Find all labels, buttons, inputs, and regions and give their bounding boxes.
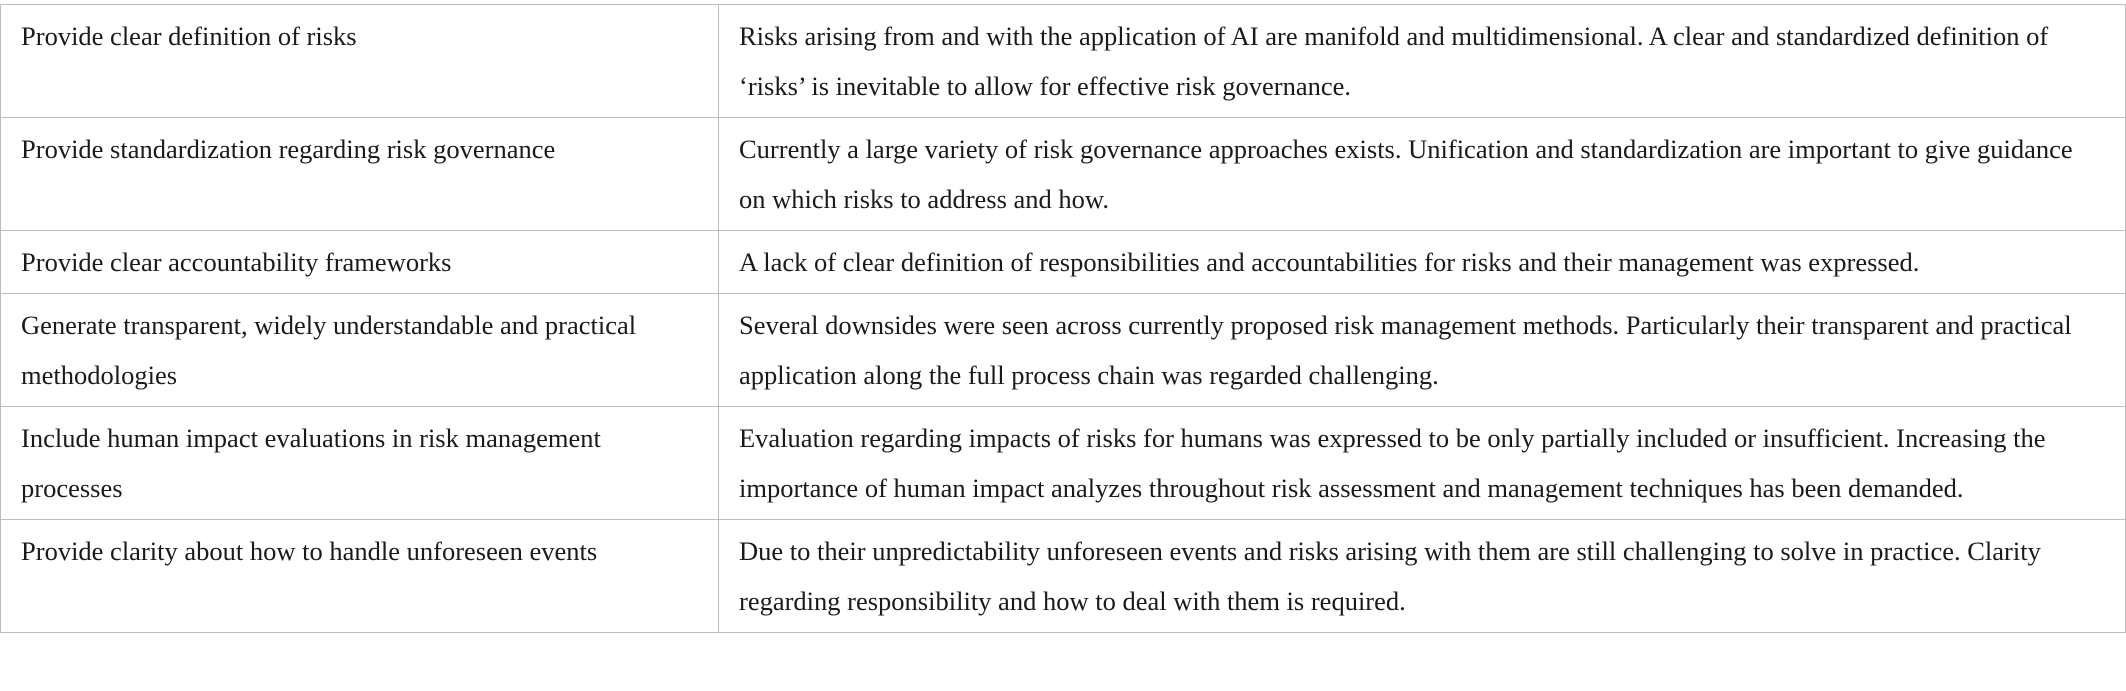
description-cell: Currently a large variety of risk governance approaches exists. Unification and standardization are important to give guidance on which risks to address and how. <box>719 118 2126 231</box>
description-cell: Risks arising from and with the application of AI are manifold and multidimensional. A clear and standardized definition of ‘risks’ is inevitable to allow for effective risk governance. <box>719 5 2126 118</box>
requirements-table-container <box>0 4 2126 633</box>
table-row <box>1 118 2126 231</box>
requirement-cell: Provide standardization regarding risk governance <box>1 118 719 231</box>
requirement-cell: Provide clarity about how to handle unforeseen events <box>1 520 719 633</box>
description-cell: Evaluation regarding impacts of risks for humans was expressed to be only partially included or insufficient. Increasing the importance of human impact analyzes throughout risk assessment and management techniques has been demanded. <box>719 407 2126 520</box>
requirement-cell: Provide clear accountability frameworks <box>1 231 719 294</box>
table-row <box>1 5 2126 118</box>
table-row <box>1 520 2126 633</box>
table-row <box>1 294 2126 407</box>
requirement-cell: Generate transparent, widely understandable and practical methodologies <box>1 294 719 407</box>
requirement-cell: Include human impact evaluations in risk management processes <box>1 407 719 520</box>
description-cell: Several downsides were seen across currently proposed risk management methods. Particularly their transparent and practical application along the full process chain was regarded challenging. <box>719 294 2126 407</box>
description-cell: A lack of clear definition of responsibilities and accountabilities for risks and their management was expressed. <box>719 231 2126 294</box>
requirement-cell: Provide clear definition of risks <box>1 5 719 118</box>
description-cell: Due to their unpredictability unforeseen events and risks arising with them are still challenging to solve in practice. Clarity regarding responsibility and how to deal with them is required. <box>719 520 2126 633</box>
table-row <box>1 407 2126 520</box>
table-row <box>1 231 2126 294</box>
requirements-table <box>0 4 2126 633</box>
